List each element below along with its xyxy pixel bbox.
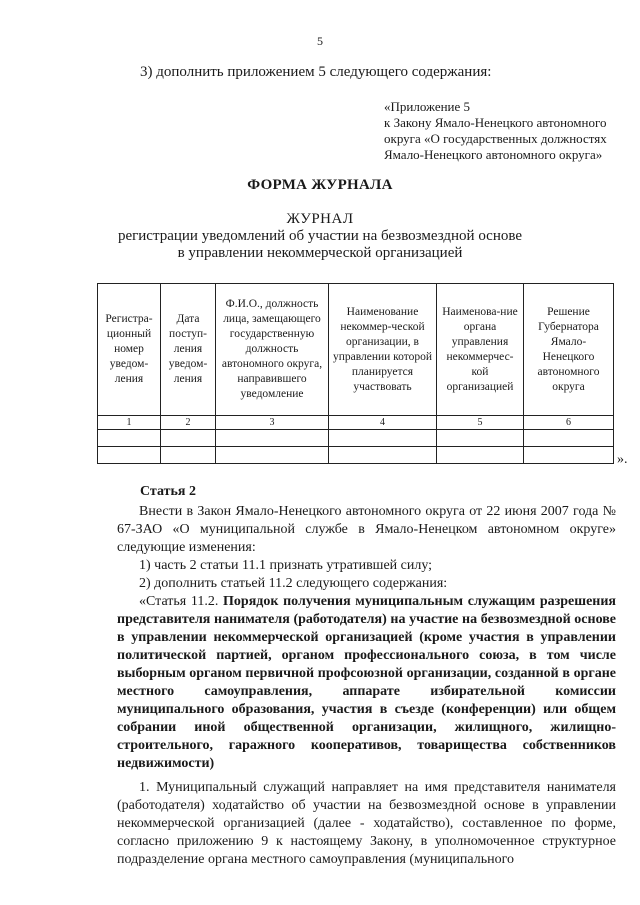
table-row [98, 430, 614, 447]
intro-line: 3) дополнить приложением 5 следующего содержания: [140, 64, 492, 80]
paragraph: Внести в Закон Ямало-Ненецкого автономного округа от 22 июня 2007 года № 67-ЗАО «О муниципальной службе в Ямало-Ненецком автономном округе» следующие изменения: [117, 504, 616, 555]
column-number: 2 [161, 416, 216, 430]
column-header: Решение Губернатора Ямало-Ненецкого автономного округа [524, 284, 614, 416]
empty-cell [161, 430, 216, 447]
column-number: 1 [98, 416, 161, 430]
empty-cell [216, 430, 329, 447]
column-header: Наименование некоммер-ческой организации, в управлении которой планируется участвовать [329, 284, 437, 416]
article-11-2-prefix: «Статья 11.2. [139, 594, 219, 609]
empty-cell [98, 447, 161, 464]
article-11-2-title [117, 593, 616, 773]
empty-cell [216, 447, 329, 464]
column-number-row [98, 416, 614, 430]
empty-cell [329, 447, 437, 464]
column-number: 6 [524, 416, 614, 430]
registration-table [97, 283, 614, 464]
paragraph: 1) часть 2 статьи 11.1 признать утратившей силу; [139, 558, 433, 573]
table-row [98, 447, 614, 464]
empty-cell [437, 447, 524, 464]
empty-cell [524, 430, 614, 447]
empty-cell [437, 430, 524, 447]
empty-cell [98, 430, 161, 447]
column-number: 4 [329, 416, 437, 430]
table-header-row [98, 284, 614, 416]
appendix-line: «Приложение 5 [384, 99, 471, 114]
journal-subtitle: в управлении некоммерческой организацией [177, 245, 463, 261]
column-header: Ф.И.О., должность лица, замещающего государственную должность автономного округа, направившего уведомление [216, 284, 329, 416]
form-title: ФОРМА ЖУРНАЛА [247, 177, 393, 193]
article-heading: Статья 2 [140, 484, 196, 499]
paragraph: 1. Муниципальный служащий направляет на имя представителя нанимателя (работодателя) ходатайство об участии на безвозмездной основе в управлении некоммерческой организацией (далее - ходатайство), составленное по форме, согласно приложению 9 к настоящему Закону, в уполномоченное структурное подразделение органа местного самоуправления (муниципального [117, 780, 616, 867]
article-11-2-bold: Порядок получения муниципальным служащим разрешения представителя нанимателя (работодателя) на участие на безвозмездной основе в управлении некоммерческой организацией (кроме участия в управлении политической партией, органом профессионального союза, в том числе выборным органом первичной профсоюзной организации, созданной в органе местного самоуправления, аппарате избирательной комиссии муниципального образования, участия в съезде (конференции) или общем собрании иной общественной организации, жилищного, жилищно-строительного, гаражного кооперативов, товарищества собственников недвижимости) [117, 594, 616, 771]
paragraph: 2) дополнить статьей 11.2 следующего содержания: [139, 576, 448, 591]
appendix-line: к Закону Ямало-Ненецкого автономного [384, 115, 607, 130]
journal-subtitle: регистрации уведомлений об участии на безвозмездной основе [117, 228, 523, 244]
journal-heading [0, 211, 640, 262]
empty-cell [524, 447, 614, 464]
column-header: Наименова-ние органа управления некоммерчес-кой организацией [437, 284, 524, 416]
empty-cell [329, 430, 437, 447]
journal-title: ЖУРНАЛ [286, 211, 354, 227]
column-header: Дата поступ-ления уведом-ления [161, 284, 216, 416]
column-number: 3 [216, 416, 329, 430]
appendix-line: Ямало-Ненецкого автономного округа» [384, 147, 603, 162]
page-number: 5 [317, 34, 323, 48]
column-header: Регистра-ционный номер уведом-ления [98, 284, 161, 416]
column-number: 5 [437, 416, 524, 430]
appendix-line: округа «О государственных должностях [384, 131, 607, 146]
appendix-reference [384, 99, 607, 163]
empty-cell [161, 447, 216, 464]
closing-quote: ». [617, 452, 628, 467]
